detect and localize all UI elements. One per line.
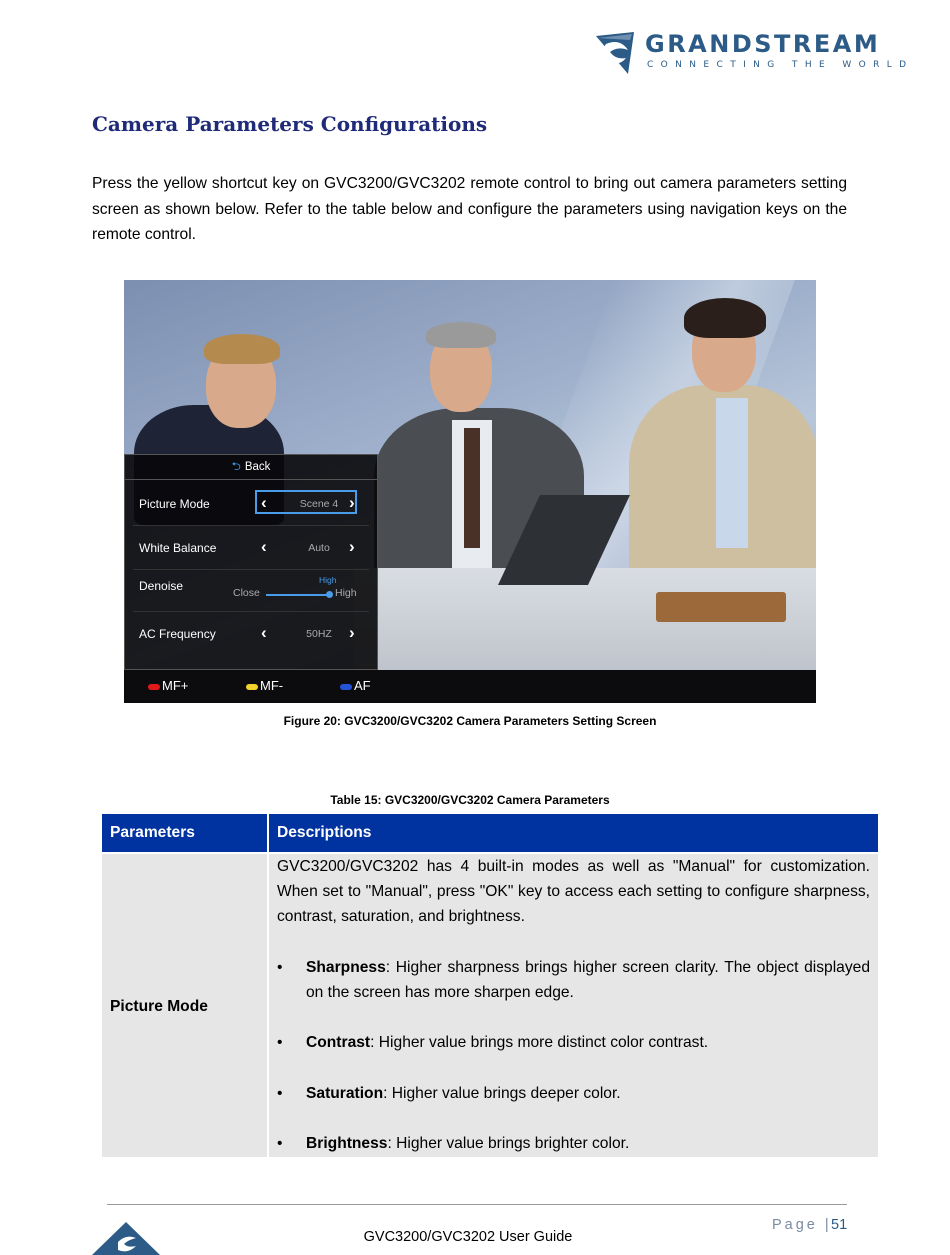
back-label: Back — [244, 461, 271, 473]
footer-divider — [107, 1204, 847, 1205]
chevron-right-icon[interactable]: › — [349, 493, 355, 512]
key-af-label: AF — [354, 678, 371, 693]
parameter-name: Picture Mode — [110, 998, 208, 1015]
bullet-icon: • — [277, 1135, 283, 1152]
page-number: 51 — [831, 1217, 848, 1233]
picture-mode-value: Scene 4 — [299, 498, 339, 510]
bullet-text: : Higher value brings brighter color. — [387, 1135, 630, 1152]
back-arrow-icon: ⮌ — [231, 461, 241, 473]
denoise-slider-handle[interactable] — [326, 591, 333, 598]
bullet-term: Brightness — [306, 1135, 388, 1152]
table-cell-description — [269, 854, 878, 1157]
denoise-slider-track[interactable] — [266, 594, 330, 596]
blue-key-icon — [340, 684, 352, 690]
bullet-term: Sharpness — [306, 959, 386, 976]
key-mf-plus[interactable] — [148, 678, 188, 693]
shortcut-key-bar — [124, 670, 816, 703]
bullet-term: Contrast — [306, 1034, 371, 1051]
bullet-text: : Higher value brings deeper color. — [383, 1085, 621, 1102]
denoise-current-value: High — [319, 575, 337, 585]
intro-paragraph: Press the yellow shortcut key on GVC3200/GVC3202 remote control to bring out camera parameters setting screen as shown below. Refer to the table below and configure the parameters using navigation keys on the remote control. — [92, 175, 847, 243]
denoise-min-label: Close — [233, 587, 260, 599]
figure-caption: Figure 20: GVC3200/GVC3202 Camera Parameters Setting Screen — [283, 714, 657, 728]
folders — [656, 592, 786, 622]
ac-frequency-label: AC Frequency — [139, 627, 216, 641]
bullet-term: Saturation — [306, 1085, 384, 1102]
white-balance-value: Auto — [308, 542, 330, 554]
grandstream-logo — [594, 30, 914, 76]
column-header-parameters: Parameters — [102, 814, 267, 852]
menu-row-white-balance[interactable] — [133, 529, 369, 570]
back-button[interactable] — [125, 455, 377, 480]
red-key-icon — [148, 684, 160, 690]
chevron-left-icon[interactable]: ‹ — [261, 493, 267, 512]
key-mf-plus-label: MF+ — [162, 678, 189, 693]
camera-settings-menu — [124, 454, 378, 670]
camera-settings-screenshot — [124, 280, 816, 703]
picture-mode-label: Picture Mode — [139, 497, 210, 511]
chevron-left-icon[interactable]: ‹ — [261, 537, 267, 556]
table-caption: Table 15: GVC3200/GVC3202 Camera Parameters — [330, 793, 610, 807]
key-af[interactable] — [340, 678, 371, 693]
corner-logo-icon — [92, 1222, 162, 1255]
menu-row-denoise[interactable] — [133, 571, 369, 612]
bullet-icon: • — [277, 1085, 283, 1102]
white-balance-label: White Balance — [139, 541, 217, 555]
page-label: Page | — [772, 1217, 832, 1233]
bullet-text: : Higher value brings more distinct color contrast. — [370, 1034, 709, 1051]
bullet-icon: • — [277, 959, 283, 976]
bullet-icon: • — [277, 1034, 283, 1051]
column-header-descriptions: Descriptions — [269, 814, 878, 852]
denoise-max-label: High — [335, 587, 357, 599]
brand-tagline: CONNECTING THE WORLD — [647, 60, 914, 70]
key-mf-minus-label: MF- — [260, 678, 284, 693]
key-mf-minus[interactable] — [246, 678, 283, 693]
menu-row-ac-frequency[interactable] — [133, 615, 369, 655]
brand-name: GRANDSTREAM — [645, 30, 881, 58]
section-title: Camera Parameters Configurations — [92, 112, 488, 136]
bullet-text: : Higher sharpness brings higher screen clarity. The object displayed on the screen has more sharpen edge. — [306, 959, 870, 1002]
chevron-right-icon[interactable]: › — [349, 623, 355, 642]
menu-row-picture-mode[interactable] — [133, 485, 369, 526]
footer-guide-title: GVC3200/GVC3202 User Guide — [363, 1229, 573, 1245]
chevron-left-icon[interactable]: ‹ — [261, 623, 267, 642]
description-text: GVC3200/GVC3202 has 4 built-in modes as well as "Manual" for customization. When set to "Manual", press "OK" key to access each setting to configure sharpness, contrast, saturation, and brightness. — [277, 858, 870, 926]
yellow-key-icon — [246, 684, 258, 690]
chevron-right-icon[interactable]: › — [349, 537, 355, 556]
ac-frequency-value: 50HZ — [306, 628, 332, 640]
table-cell-parameter — [102, 854, 267, 1157]
grandstream-logo-icon — [594, 30, 638, 76]
denoise-label: Denoise — [139, 579, 184, 593]
